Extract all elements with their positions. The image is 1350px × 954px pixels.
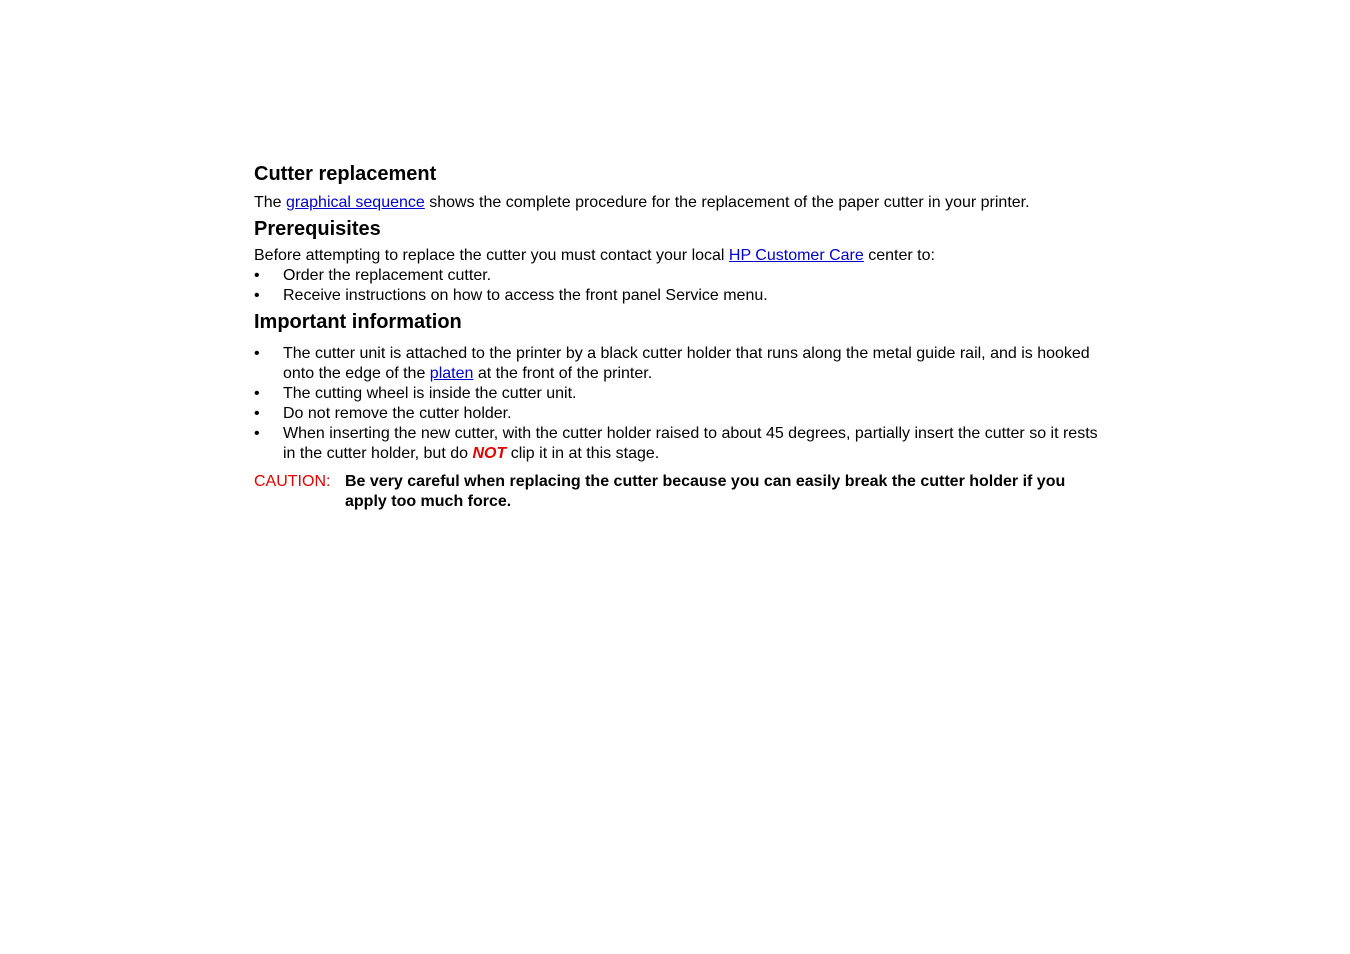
list-item-text: The cutting wheel is inside the cutter unit. (283, 385, 577, 402)
list-item (254, 266, 1099, 286)
important-information-list (254, 344, 1099, 464)
list-item-text-end: at the front of the printer. (473, 365, 653, 382)
prerequisites-text-end: center to: (863, 247, 935, 264)
intro-text-end: shows the complete procedure for the replacement of the paper cutter in your printer. (424, 194, 1030, 211)
caution-label: CAUTION: (254, 473, 331, 490)
heading-prerequisites: Prerequisites (254, 218, 381, 240)
not-emphasis: NOT (472, 445, 507, 462)
list-item (254, 344, 1099, 384)
intro-paragraph (254, 193, 1099, 213)
document-body (254, 161, 1099, 512)
bullet-icon: • (254, 405, 260, 422)
hp-customer-care-link[interactable]: HP Customer Care (728, 247, 864, 264)
bullet-icon: • (254, 425, 260, 442)
list-item (254, 384, 1099, 404)
caution-text: Be very careful when replacing the cutter because you can easily break the cutter holder if you apply too much force. (345, 473, 1066, 510)
prerequisites-intro (254, 246, 1099, 266)
list-item (254, 286, 1099, 306)
list-item-text: Order the replacement cutter. (283, 267, 492, 284)
heading-important-information: Important information (254, 311, 462, 333)
graphical-sequence-link[interactable]: graphical sequence (286, 194, 425, 211)
bullet-icon: • (254, 267, 260, 284)
list-item (254, 424, 1099, 464)
list-item-text-start: When inserting the new cutter, with the cutter holder raised to about 45 degrees, partially insert the cutter so it rests in the cutter holder, but do (283, 425, 1098, 462)
bullet-icon: • (254, 287, 260, 304)
list-item-text-start: The cutter unit is attached to the printer by a black cutter holder that runs along the metal guide rail, and is hooked onto the edge of the (283, 345, 1090, 382)
intro-text-start: The (254, 194, 287, 211)
list-item-text-end: clip it in at this stage. (506, 445, 660, 462)
bullet-icon: • (254, 385, 260, 402)
list-item-text: Receive instructions on how to access the front panel Service menu. (283, 287, 768, 304)
heading-cutter-replacement: Cutter replacement (254, 163, 437, 185)
platen-link[interactable]: platen (429, 365, 474, 382)
list-item (254, 404, 1099, 424)
prerequisites-text-start: Before attempting to replace the cutter you must contact your local (254, 247, 729, 264)
bullet-icon: • (254, 345, 260, 362)
caution-note (254, 472, 1099, 512)
prerequisites-list (254, 266, 1099, 306)
list-item-text: Do not remove the cutter holder. (283, 405, 512, 422)
